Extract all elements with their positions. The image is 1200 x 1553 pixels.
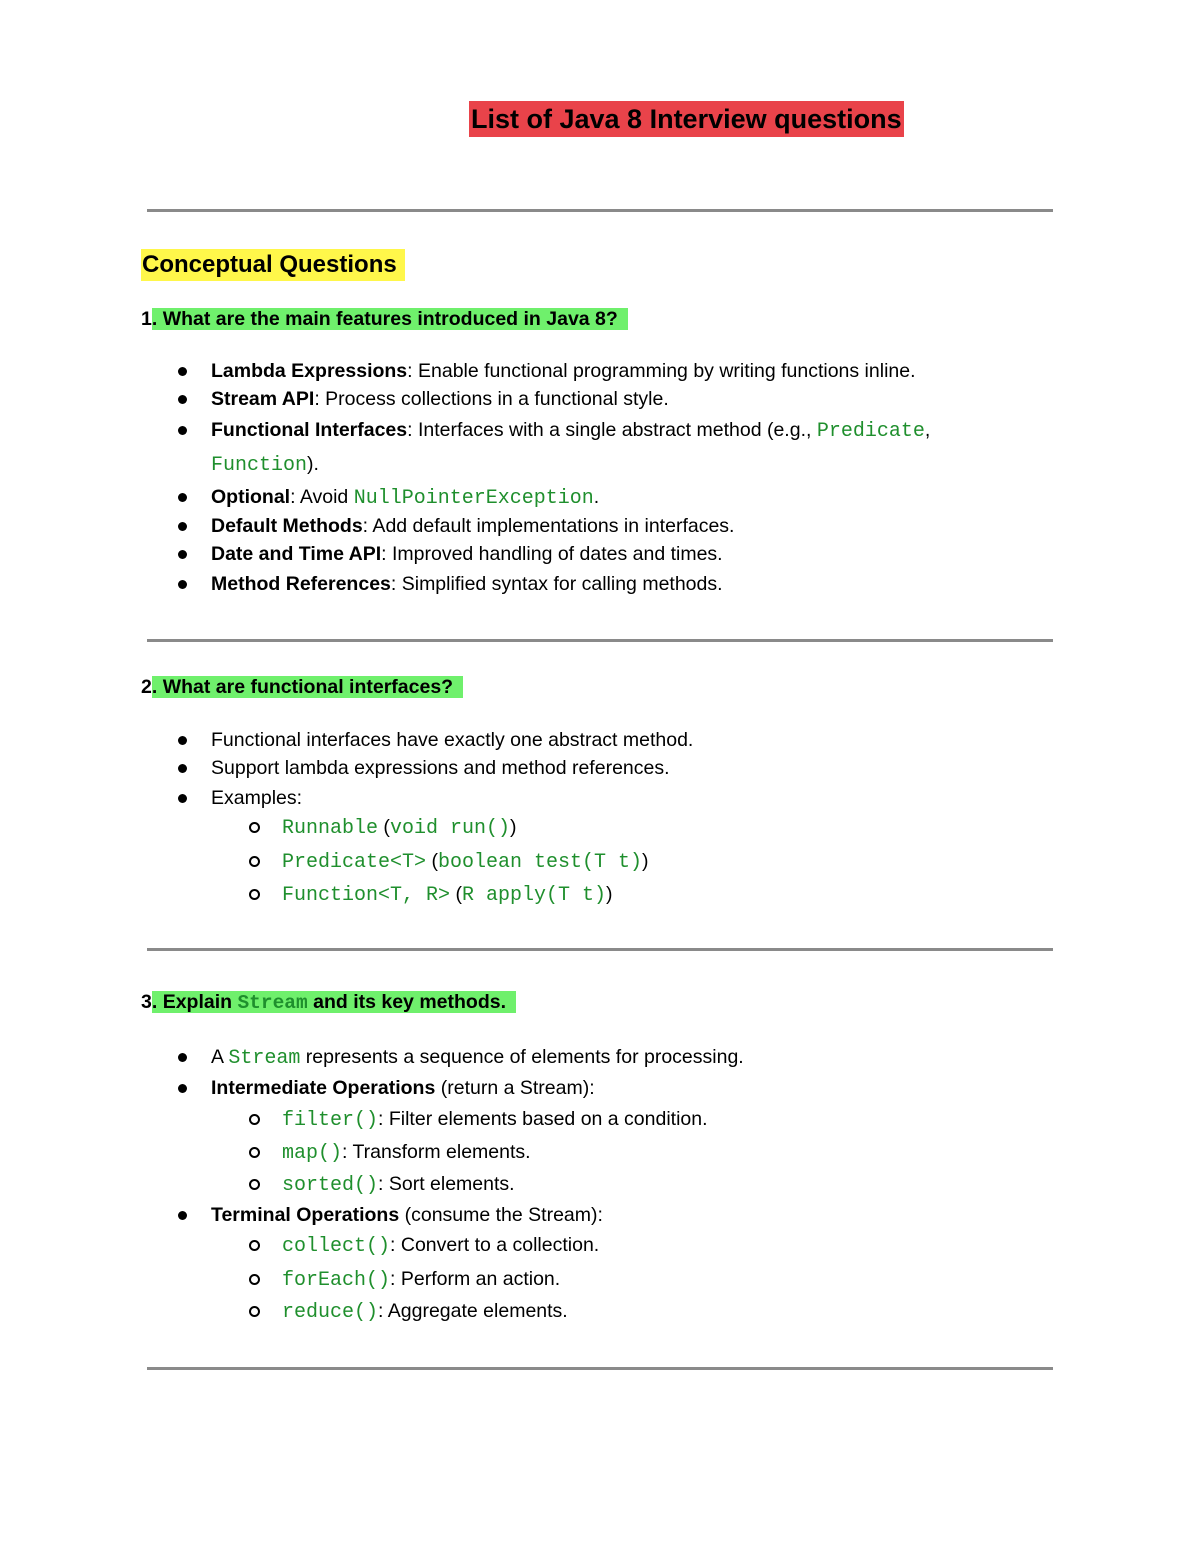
bullet-icon bbox=[178, 550, 187, 559]
bullet-icon bbox=[178, 522, 187, 531]
sub-list-item: reduce(): Aggregate elements. bbox=[282, 1300, 568, 1324]
bullet-icon bbox=[178, 1053, 187, 1062]
sub-list-item: Runnable (void run()) bbox=[282, 816, 517, 840]
list-item-continuation: Function). bbox=[211, 453, 319, 477]
circle-bullet-icon bbox=[249, 1306, 260, 1317]
circle-bullet-icon bbox=[249, 1114, 260, 1125]
document-title: List of Java 8 Interview questions bbox=[469, 101, 904, 137]
bullet-icon bbox=[178, 580, 187, 589]
question-2 bbox=[141, 674, 463, 700]
list-item: Optional: Avoid NullPointerException. bbox=[211, 486, 600, 510]
circle-bullet-icon bbox=[249, 1240, 260, 1251]
horizontal-rule bbox=[147, 209, 1053, 212]
sub-list-item: map(): Transform elements. bbox=[282, 1141, 531, 1165]
section-heading: Conceptual Questions bbox=[141, 249, 405, 281]
horizontal-rule bbox=[147, 948, 1053, 951]
list-item: Intermediate Operations (return a Stream): bbox=[211, 1077, 595, 1099]
bullet-icon bbox=[178, 426, 187, 435]
list-item: Support lambda expressions and method references. bbox=[211, 757, 670, 779]
bullet-icon bbox=[178, 493, 187, 502]
question-number: 1 bbox=[141, 308, 152, 330]
list-item: Terminal Operations (consume the Stream): bbox=[211, 1204, 603, 1226]
bullet-icon bbox=[178, 736, 187, 745]
list-item: Functional Interfaces: Interfaces with a single abstract method (e.g., Predicate, bbox=[211, 419, 931, 443]
bullet-icon bbox=[178, 1211, 187, 1220]
list-item: A Stream represents a sequence of elements for processing. bbox=[211, 1046, 744, 1070]
question-text: . What are the main features introduced in Java 8? bbox=[152, 308, 628, 330]
sub-list-item: forEach(): Perform an action. bbox=[282, 1268, 561, 1292]
question-1 bbox=[141, 306, 628, 332]
sub-list-item: collect(): Convert to a collection. bbox=[282, 1234, 600, 1258]
question-text: . Explain Stream and its key methods. bbox=[152, 991, 516, 1013]
circle-bullet-icon bbox=[249, 889, 260, 900]
horizontal-rule bbox=[147, 639, 1053, 642]
list-item: Stream API: Process collections in a functional style. bbox=[211, 388, 669, 410]
list-item: Lambda Expressions: Enable functional programming by writing functions inline. bbox=[211, 360, 916, 382]
list-item: Method References: Simplified syntax for calling methods. bbox=[211, 573, 723, 595]
circle-bullet-icon bbox=[249, 1274, 260, 1285]
circle-bullet-icon bbox=[249, 856, 260, 867]
circle-bullet-icon bbox=[249, 1179, 260, 1190]
list-item: Date and Time API: Improved handling of dates and times. bbox=[211, 543, 723, 565]
bullet-icon bbox=[178, 1084, 187, 1093]
question-3 bbox=[141, 989, 516, 1015]
horizontal-rule bbox=[147, 1367, 1053, 1370]
list-item: Default Methods: Add default implementations in interfaces. bbox=[211, 515, 735, 537]
bullet-icon bbox=[178, 794, 187, 803]
sub-list-item: filter(): Filter elements based on a condition. bbox=[282, 1108, 708, 1132]
sub-list-item: Predicate<T> (boolean test(T t)) bbox=[282, 850, 649, 874]
circle-bullet-icon bbox=[249, 822, 260, 833]
bullet-icon bbox=[178, 395, 187, 404]
list-item: Examples: bbox=[211, 787, 303, 809]
question-number: 3 bbox=[141, 991, 152, 1013]
question-number: 2 bbox=[141, 676, 152, 698]
bullet-icon bbox=[178, 367, 187, 376]
circle-bullet-icon bbox=[249, 1147, 260, 1158]
sub-list-item: Function<T, R> (R apply(T t)) bbox=[282, 883, 613, 907]
question-text: . What are functional interfaces? bbox=[152, 676, 463, 698]
list-item: Functional interfaces have exactly one abstract method. bbox=[211, 729, 694, 751]
bullet-icon bbox=[178, 764, 187, 773]
sub-list-item: sorted(): Sort elements. bbox=[282, 1173, 515, 1197]
